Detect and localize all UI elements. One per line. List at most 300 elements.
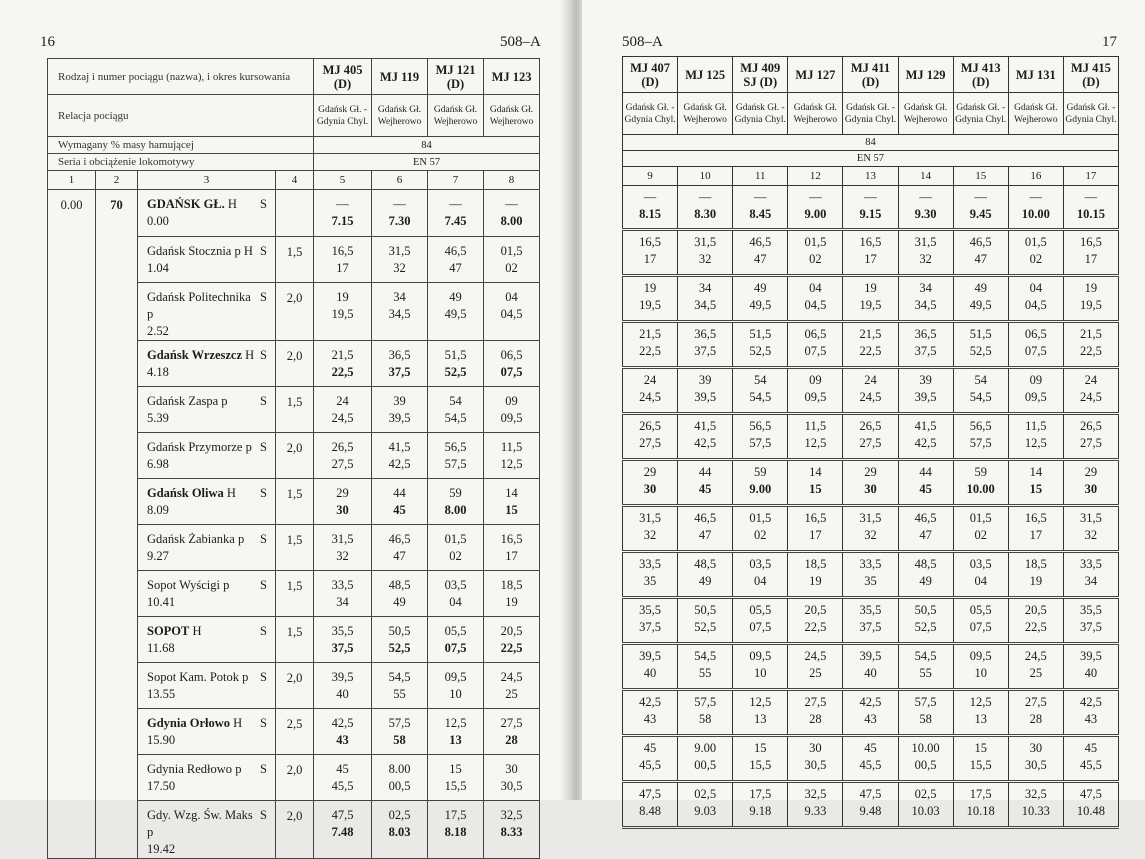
time-arr: 01,5 xyxy=(749,511,772,525)
station-km: 11.68 xyxy=(147,641,175,655)
time-cell xyxy=(898,644,953,690)
time-arr: 35,5 xyxy=(639,603,661,617)
time-dep: 15 xyxy=(809,482,822,496)
time-cell xyxy=(898,782,953,828)
time-cell xyxy=(623,736,678,782)
time-arr: — xyxy=(393,197,406,211)
time-cell xyxy=(1008,414,1063,460)
time-arr: 16,5 xyxy=(331,244,354,258)
table-row xyxy=(623,644,1119,690)
time-arr: 35,5 xyxy=(859,603,882,617)
station-name-line xyxy=(147,393,275,410)
time-dep: 8.03 xyxy=(388,825,411,839)
station-cell xyxy=(138,190,276,237)
section-label-right: 508–A xyxy=(622,34,663,50)
time-cell xyxy=(953,506,1008,552)
time-cell xyxy=(428,341,484,387)
time-dep: 9.45 xyxy=(969,207,992,221)
time-cell xyxy=(898,690,953,736)
time-arr: 33,5 xyxy=(639,557,661,571)
time-cell xyxy=(484,571,540,617)
time-arr: 19 xyxy=(336,290,349,304)
time-arr: 31,5 xyxy=(639,511,661,525)
time-cell xyxy=(1008,186,1063,230)
time-dep: 04 xyxy=(974,574,987,588)
time-arr: 30 xyxy=(505,762,518,776)
time-arr: 51,5 xyxy=(444,348,467,362)
time-cell xyxy=(678,414,733,460)
column-number: 16 xyxy=(1008,167,1063,186)
page-number-left: 16 xyxy=(40,34,55,50)
time-arr: 56,5 xyxy=(969,419,992,433)
time-arr: 20,5 xyxy=(804,603,827,617)
time-dep: 12,5 xyxy=(1024,436,1047,450)
time-interval: 1,5 xyxy=(276,571,314,617)
station-s: S xyxy=(260,716,267,730)
time-dep: 34,5 xyxy=(388,307,411,321)
time-cell xyxy=(1063,552,1118,598)
train-number: MJ 125 xyxy=(685,67,726,82)
time-arr: — xyxy=(974,190,987,204)
time-dep: 19,5 xyxy=(331,307,354,321)
time-dep: 19 xyxy=(809,574,822,588)
station-name: Sopot Kam. Potok xyxy=(147,670,240,684)
time-cell xyxy=(428,525,484,571)
time-dep: 42,5 xyxy=(914,436,937,450)
time-cell xyxy=(372,237,428,283)
time-arr: 24 xyxy=(643,373,657,387)
train-number: MJ 129 xyxy=(905,67,946,82)
time-arr: 45 xyxy=(336,762,349,776)
train-header xyxy=(1008,57,1063,93)
station-name-line xyxy=(147,347,275,364)
time-arr: 11,5 xyxy=(500,440,523,454)
time-arr: 35,5 xyxy=(1079,603,1102,617)
time-dep: 28 xyxy=(1029,712,1043,726)
time-cell xyxy=(372,479,428,525)
time-arr: 59 xyxy=(974,465,987,479)
time-arr: 31,5 xyxy=(914,235,937,249)
max-speed: 70 xyxy=(96,190,138,859)
time-arr: 30 xyxy=(1029,741,1043,755)
time-cell xyxy=(678,598,733,644)
time-cell xyxy=(314,571,372,617)
train-header xyxy=(733,57,788,93)
time-cell xyxy=(372,190,428,237)
station-name-line xyxy=(147,669,275,686)
time-arr: 42,5 xyxy=(859,695,882,709)
time-dep: 45,5 xyxy=(859,758,882,772)
time-arr: 50,5 xyxy=(388,624,411,638)
time-arr: 21,5 xyxy=(639,327,661,341)
time-arr: — xyxy=(1029,190,1043,204)
column-number: 12 xyxy=(788,167,843,186)
time-cell xyxy=(1063,506,1118,552)
time-dep: 32 xyxy=(698,252,712,266)
braking-value: 84 xyxy=(314,137,540,154)
time-dep: 30,5 xyxy=(804,758,827,772)
time-dep: 00,5 xyxy=(914,758,937,772)
time-cell xyxy=(428,755,484,801)
time-arr: — xyxy=(1084,190,1098,204)
time-arr: 34 xyxy=(919,281,932,295)
time-dep: 49,5 xyxy=(749,298,772,312)
time-arr: 42,5 xyxy=(639,695,661,709)
station-type: p xyxy=(221,394,228,408)
time-cell xyxy=(678,644,733,690)
time-cell xyxy=(953,690,1008,736)
time-arr: 27,5 xyxy=(804,695,827,709)
time-arr: 39,5 xyxy=(331,670,354,684)
time-arr: 36,5 xyxy=(694,327,717,341)
time-dep: 22,5 xyxy=(1024,620,1047,634)
time-cell xyxy=(788,644,843,690)
time-dep: 27,5 xyxy=(639,436,661,450)
time-cell xyxy=(733,322,788,368)
time-dep: 52,5 xyxy=(749,344,772,358)
station-type: p xyxy=(147,307,154,321)
time-dep: 7.45 xyxy=(444,214,467,228)
time-cell xyxy=(788,782,843,828)
time-arr: 26,5 xyxy=(859,419,882,433)
time-cell xyxy=(1008,460,1063,506)
time-cell xyxy=(428,801,484,859)
time-cell xyxy=(843,322,898,368)
time-cell xyxy=(678,736,733,782)
time-arr: 05,5 xyxy=(749,603,772,617)
time-cell xyxy=(428,387,484,433)
time-arr: 16,5 xyxy=(1024,511,1047,525)
time-dep: 04,5 xyxy=(804,298,827,312)
time-cell xyxy=(484,387,540,433)
time-arr: 54 xyxy=(974,373,987,387)
time-arr: 57,5 xyxy=(388,716,411,730)
train-relation: Gdańsk Gł. Wejherowo xyxy=(1008,93,1063,135)
time-arr: 47,5 xyxy=(1079,787,1102,801)
time-cell xyxy=(623,690,678,736)
time-dep: 9.00 xyxy=(804,207,827,221)
time-arr: 47,5 xyxy=(639,787,661,801)
time-cell xyxy=(1063,644,1118,690)
time-interval xyxy=(276,190,314,237)
time-dep: 58 xyxy=(919,712,932,726)
station-cell xyxy=(138,663,276,709)
time-interval: 2,0 xyxy=(276,341,314,387)
time-arr: — xyxy=(809,190,822,204)
time-arr: 32,5 xyxy=(1024,787,1047,801)
time-dep: 55 xyxy=(919,666,932,680)
time-arr: 01,5 xyxy=(500,244,523,258)
time-cell xyxy=(314,801,372,859)
time-cell xyxy=(484,433,540,479)
time-cell xyxy=(678,782,733,828)
time-cell xyxy=(678,368,733,414)
time-cell xyxy=(1063,322,1118,368)
time-dep: 8.18 xyxy=(444,825,467,839)
time-dep: 30 xyxy=(336,503,349,517)
time-dep: 9.48 xyxy=(859,804,882,818)
station-name-line xyxy=(147,761,275,778)
time-dep: 8.00 xyxy=(500,214,523,228)
station-km: 13.55 xyxy=(147,687,176,701)
time-cell xyxy=(733,644,788,690)
time-cell xyxy=(788,598,843,644)
time-cell xyxy=(843,460,898,506)
time-dep: 17 xyxy=(505,549,518,563)
time-dep: 34,5 xyxy=(914,298,937,312)
time-dep: 52,5 xyxy=(914,620,937,634)
time-dep: 52,5 xyxy=(444,365,467,379)
time-dep: 07,5 xyxy=(444,641,467,655)
page-number-right: 17 xyxy=(1102,34,1117,50)
time-dep: 04,5 xyxy=(500,307,523,321)
time-arr: 48,5 xyxy=(388,578,411,592)
time-dep: 10.18 xyxy=(966,804,995,818)
time-dep: 07,5 xyxy=(969,620,992,634)
time-cell xyxy=(372,433,428,479)
time-dep: 34 xyxy=(1084,574,1098,588)
station-km: 17.50 xyxy=(147,779,176,793)
time-dep: 45 xyxy=(393,503,406,517)
time-cell xyxy=(733,690,788,736)
time-arr: 39,5 xyxy=(639,649,661,663)
time-arr: 31,5 xyxy=(859,511,882,525)
time-dep: 7.30 xyxy=(388,214,411,228)
column-number: 7 xyxy=(428,171,484,190)
station-type: H xyxy=(192,624,202,638)
time-cell xyxy=(953,644,1008,690)
train-header-row xyxy=(623,57,1119,93)
station-cell xyxy=(138,237,276,283)
start-km: 0.00 xyxy=(48,190,96,859)
time-dep: 39,5 xyxy=(388,411,411,425)
station-s: S xyxy=(260,578,267,592)
station-type: p xyxy=(235,762,242,776)
time-arr: 33,5 xyxy=(859,557,882,571)
time-arr: 31,5 xyxy=(694,235,717,249)
time-cell xyxy=(314,283,372,341)
time-arr: — xyxy=(449,197,462,211)
station-name-line xyxy=(147,623,275,640)
time-arr: 51,5 xyxy=(749,327,772,341)
time-dep: 32 xyxy=(336,549,349,563)
table-row xyxy=(623,368,1119,414)
time-arr: 05,5 xyxy=(969,603,992,617)
station-type: p xyxy=(242,670,249,684)
time-interval: 1,5 xyxy=(276,237,314,283)
station-type: p xyxy=(237,532,245,546)
time-cell xyxy=(623,368,678,414)
time-dep: 10.00 xyxy=(1021,207,1050,221)
time-cell xyxy=(733,506,788,552)
time-cell xyxy=(1063,782,1118,828)
time-cell xyxy=(733,782,788,828)
time-cell xyxy=(678,690,733,736)
time-dep: 15 xyxy=(1029,482,1043,496)
time-dep: 32 xyxy=(643,528,657,542)
time-arr: 01,5 xyxy=(969,511,992,525)
time-cell xyxy=(843,736,898,782)
time-arr: 18,5 xyxy=(804,557,827,571)
column-number: 17 xyxy=(1063,167,1118,186)
station-name: Gdańsk Oliwa xyxy=(147,486,224,500)
station-km: 6.98 xyxy=(147,457,169,471)
time-interval: 2,0 xyxy=(276,283,314,341)
station-name-group xyxy=(147,196,237,213)
time-cell xyxy=(898,322,953,368)
time-arr: 09 xyxy=(505,394,518,408)
time-arr: 09 xyxy=(809,373,822,387)
time-cell xyxy=(788,552,843,598)
timetable-right xyxy=(622,56,1119,829)
station-cell xyxy=(138,617,276,663)
time-arr: 59 xyxy=(754,465,767,479)
time-arr: 44 xyxy=(919,465,932,479)
time-dep: 58 xyxy=(698,712,712,726)
time-arr: 19 xyxy=(864,281,877,295)
time-dep: 17 xyxy=(643,252,657,266)
time-arr: 26,5 xyxy=(1079,419,1102,433)
time-arr: 34 xyxy=(698,281,712,295)
time-dep: 42,5 xyxy=(388,457,411,471)
time-dep: 37,5 xyxy=(914,344,937,358)
time-cell xyxy=(1063,230,1118,276)
time-dep: 9.30 xyxy=(914,207,937,221)
time-cell xyxy=(843,186,898,230)
time-dep: 47 xyxy=(754,252,767,266)
train-relation: Gdańsk Gł. - Gdynia Chyl. xyxy=(843,93,898,135)
time-cell xyxy=(484,663,540,709)
time-cell xyxy=(1008,736,1063,782)
column-number: 10 xyxy=(678,167,733,186)
station-s: S xyxy=(260,440,267,454)
time-cell xyxy=(843,368,898,414)
time-dep: 30,5 xyxy=(1024,758,1047,772)
time-arr: 24 xyxy=(864,373,877,387)
train-relation: Gdańsk Gł. Wejherowo xyxy=(484,95,540,137)
time-dep: 13 xyxy=(974,712,987,726)
time-dep: 19,5 xyxy=(859,298,882,312)
time-cell xyxy=(733,230,788,276)
column-number: 8 xyxy=(484,171,540,190)
time-arr: 9.00 xyxy=(694,741,717,755)
time-cell xyxy=(678,186,733,230)
time-arr: 46,5 xyxy=(749,235,772,249)
station-name-group xyxy=(147,807,260,841)
time-cell xyxy=(953,230,1008,276)
station-s: S xyxy=(260,290,267,304)
time-cell xyxy=(1063,276,1118,322)
time-arr: 11,5 xyxy=(804,419,827,433)
time-dep: 49,5 xyxy=(444,307,467,321)
column-number: 15 xyxy=(953,167,1008,186)
time-arr: 21,5 xyxy=(331,348,354,362)
column-number: 6 xyxy=(372,171,428,190)
time-cell xyxy=(788,186,843,230)
table-row xyxy=(623,552,1119,598)
table-row xyxy=(48,190,540,237)
time-cell xyxy=(953,322,1008,368)
station-name: Gdynia Redłowo xyxy=(147,762,233,776)
train-header xyxy=(1063,57,1118,93)
time-arr: 36,5 xyxy=(388,348,411,362)
time-cell xyxy=(623,598,678,644)
time-cell xyxy=(372,709,428,755)
time-arr: 30 xyxy=(809,741,822,755)
time-cell xyxy=(623,782,678,828)
table-row xyxy=(623,598,1119,644)
station-km: 0.00 xyxy=(147,214,169,228)
time-cell xyxy=(372,801,428,859)
train-header xyxy=(623,57,678,93)
time-arr: 18,5 xyxy=(500,578,523,592)
time-dep: 24,5 xyxy=(331,411,354,425)
time-dep: 37,5 xyxy=(388,365,411,379)
time-cell xyxy=(843,690,898,736)
train-number: MJ 127 xyxy=(795,67,836,82)
station-name-group xyxy=(147,761,241,778)
time-dep: 17 xyxy=(864,252,877,266)
right-page xyxy=(582,0,1145,818)
time-arr: 56,5 xyxy=(444,440,467,454)
station-s: S xyxy=(260,532,267,546)
time-dep: 47 xyxy=(698,528,712,542)
time-arr: 33,5 xyxy=(1079,557,1102,571)
time-cell xyxy=(372,283,428,341)
series-value: EN 57 xyxy=(623,151,1119,167)
time-arr: 01,5 xyxy=(444,532,467,546)
time-interval: 2,0 xyxy=(276,755,314,801)
station-type: p H xyxy=(234,244,253,258)
time-cell xyxy=(314,190,372,237)
time-arr: 29 xyxy=(336,486,349,500)
table-row xyxy=(623,276,1119,322)
time-cell xyxy=(372,663,428,709)
time-cell xyxy=(372,387,428,433)
time-dep: 07,5 xyxy=(804,344,827,358)
time-cell xyxy=(898,460,953,506)
time-cell xyxy=(1008,598,1063,644)
time-arr: 12,5 xyxy=(444,716,467,730)
time-dep: 07,5 xyxy=(500,365,523,379)
time-arr: 39 xyxy=(919,373,932,387)
train-header xyxy=(788,57,843,93)
time-arr: 50,5 xyxy=(694,603,717,617)
time-arr: 09,5 xyxy=(749,649,772,663)
time-arr: 20,5 xyxy=(1024,603,1047,617)
time-cell xyxy=(314,433,372,479)
time-arr: 09,5 xyxy=(444,670,467,684)
time-cell xyxy=(678,230,733,276)
time-arr: 54 xyxy=(754,373,767,387)
time-dep: 24,5 xyxy=(1079,390,1102,404)
time-dep: 28 xyxy=(809,712,822,726)
column-number: 9 xyxy=(623,167,678,186)
table-row xyxy=(623,782,1119,828)
column-number: 4 xyxy=(276,171,314,190)
time-dep: 55 xyxy=(698,666,712,680)
time-arr: — xyxy=(505,197,518,211)
station-name-line xyxy=(147,577,275,594)
time-dep: 12,5 xyxy=(804,436,827,450)
braking-row xyxy=(623,135,1119,151)
time-dep: 10 xyxy=(754,666,767,680)
time-dep: 34,5 xyxy=(694,298,717,312)
time-dep: 24,5 xyxy=(639,390,661,404)
time-arr: 42,5 xyxy=(331,716,354,730)
time-arr: 29 xyxy=(643,465,657,479)
time-cell xyxy=(843,782,898,828)
